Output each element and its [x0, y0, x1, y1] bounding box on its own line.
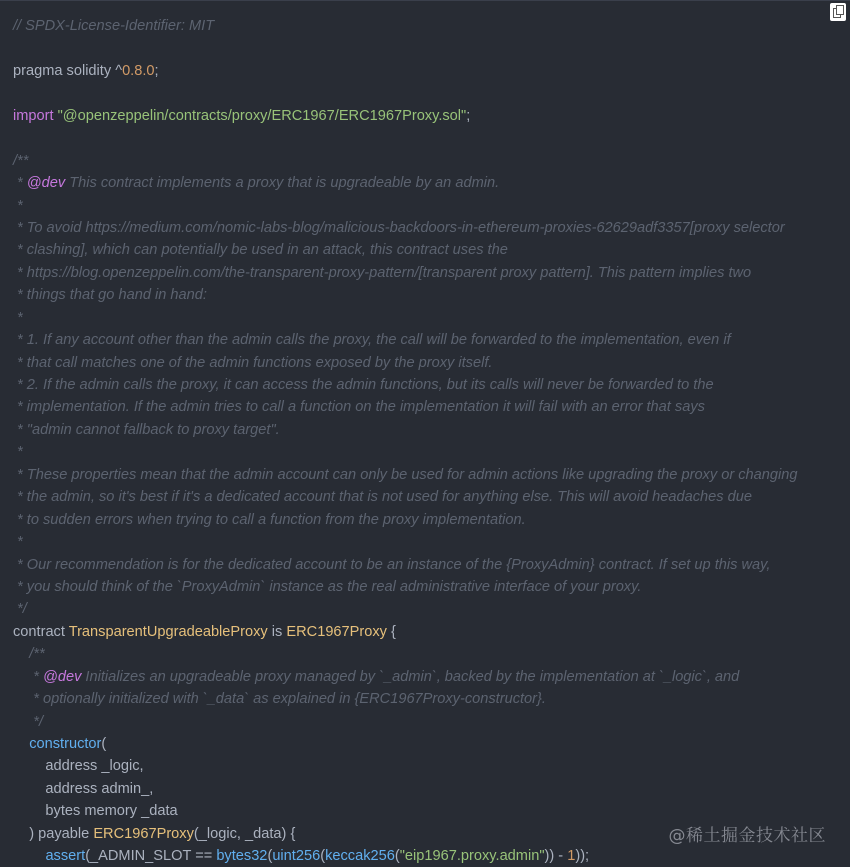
code-token: pragma solidity	[13, 62, 116, 79]
code-token: bytes memory _data	[13, 803, 178, 820]
code-token: 1	[567, 848, 576, 865]
code-line	[13, 172, 797, 194]
code-token: import	[13, 107, 54, 124]
code-token: *	[13, 444, 23, 461]
code-token: address admin_,	[13, 780, 154, 797]
code-token: * to sudden errors when trying to call a function from the proxy implementation.	[13, 511, 526, 528]
code-token: constructor	[29, 736, 102, 752]
code-line	[13, 60, 797, 82]
code-line	[13, 105, 797, 127]
code-token: address _logic,	[13, 758, 144, 775]
code-line	[13, 329, 797, 351]
code-token: contract	[13, 623, 69, 640]
code-token: * clashing], which can potentially be used in an attack, this contract uses the	[13, 242, 508, 259]
code-token: * 2. If the admin calls the proxy, it can access the admin functions, but its calls will never be forwarded to the	[13, 377, 714, 393]
code-token: /**	[13, 646, 45, 663]
code-token: ) payable	[13, 825, 94, 842]
code-line	[13, 82, 797, 104]
code-token: bytes32	[216, 848, 268, 865]
code-token: /**	[13, 152, 29, 169]
code-token: *	[13, 175, 27, 192]
code-token: *	[13, 534, 23, 551]
code-token: keccak256	[325, 848, 395, 865]
code-line	[13, 486, 797, 508]
code-line	[13, 239, 797, 261]
code-token: ));	[575, 848, 590, 865]
code-token: */	[13, 713, 44, 730]
code-token: assert	[45, 848, 86, 865]
code-line	[13, 419, 797, 441]
code-token: (	[394, 848, 400, 865]
code-token: ;	[466, 107, 471, 124]
code-line	[13, 15, 797, 37]
code-line	[13, 284, 797, 306]
code-line	[13, 531, 797, 553]
code-token: {	[386, 623, 396, 640]
code-token: 0.8.0	[122, 62, 155, 79]
code-line	[13, 800, 797, 822]
code-line	[13, 755, 797, 777]
code-token: // SPDX-License-Identifier: MIT	[13, 18, 215, 34]
code-token: )) -	[544, 848, 568, 865]
code-token	[13, 848, 45, 864]
code-token: TransparentUpgradeableProxy	[68, 623, 268, 640]
code-token: * you should think of the `ProxyAdmin` instance as the real administrative interface of your proxy.	[13, 578, 642, 595]
code-line	[13, 621, 797, 643]
code-token: @dev	[26, 175, 66, 192]
code-line	[13, 441, 797, 463]
code-token: * To avoid https://medium.com/nomic-labs-blog/malicious-backdoors-in-ethereum-proxies-62629adf3357[proxy selector	[13, 219, 785, 236]
code-token: * Our recommendation is for the dedicated account to be an instance of the {ProxyAdmin} contract. If set up this way,	[13, 556, 771, 573]
code-token: (_ADMIN_SLOT ==	[85, 848, 217, 865]
code-token: ERC1967Proxy	[286, 623, 387, 640]
code-line	[13, 666, 797, 688]
code-token: @dev	[43, 668, 82, 685]
code-line	[13, 396, 797, 418]
code-token: * the admin, so it's best if it's a dedicated account that is not used for anything else. This will avoid headaches due	[13, 489, 752, 506]
code-token: is	[267, 623, 287, 640]
code-line	[13, 688, 797, 710]
code-line	[13, 643, 797, 665]
code-line	[13, 576, 797, 598]
code-token: Initializes an upgradeable proxy managed by `_admin`, backed by the implementation at `_logic`, and	[81, 668, 740, 685]
code-token: ^	[115, 62, 123, 79]
code-line	[13, 307, 797, 329]
code-line	[13, 352, 797, 374]
code-line	[13, 37, 797, 59]
code-token: *	[13, 197, 23, 214]
code-line	[13, 845, 797, 867]
code-token: * things that go hand in hand:	[13, 287, 207, 304]
copy-button[interactable]	[830, 3, 846, 21]
code-content[interactable]	[13, 15, 797, 867]
code-token: * https://blog.openzeppelin.com/the-transparent-proxy-pattern/[transparent proxy pattern]. This pattern implies two	[13, 264, 752, 281]
code-token: "@openzeppelin/contracts/proxy/ERC1967/ERC1967Proxy.sol"	[57, 107, 467, 124]
code-token: *	[13, 309, 23, 326]
code-token: ERC1967Proxy	[93, 825, 194, 842]
code-line	[13, 195, 797, 217]
code-token: uint256	[272, 848, 321, 865]
code-token: */	[13, 601, 27, 618]
code-token: (_logic, _data) {	[193, 825, 296, 842]
code-token	[13, 736, 29, 752]
code-line	[13, 127, 797, 149]
code-token: ;	[154, 62, 159, 79]
copy-icon-back	[836, 5, 844, 15]
code-line	[13, 598, 797, 620]
code-token: * that call matches one of the admin functions exposed by the proxy itself.	[13, 354, 493, 371]
watermark: @稀土掘金技术社区	[668, 826, 826, 846]
code-token: * "admin cannot fallback to proxy target".	[13, 421, 280, 438]
code-line	[13, 217, 797, 239]
code-line	[13, 509, 797, 531]
code-line	[13, 374, 797, 396]
code-token: * optionally initialized with `_data` as explained in {ERC1967Proxy-constructor}.	[13, 691, 546, 708]
code-token: *	[13, 668, 44, 685]
code-token: * 1. If any account other than the admin calls the proxy, the call will be forwarded to the implementation, even if	[13, 332, 731, 349]
code-token: This contract implements a proxy that is upgradeable by an admin.	[65, 175, 500, 192]
code-token: "eip1967.proxy.admin"	[399, 848, 545, 865]
code-token: * implementation. If the admin tries to call a function on the implementation it will fail with an error that says	[13, 399, 705, 416]
code-line	[13, 464, 797, 486]
code-token: (	[320, 848, 326, 865]
code-token: (	[267, 848, 273, 865]
code-line	[13, 778, 797, 800]
code-token: * These properties mean that the admin account can only be used for admin actions like upgrading the proxy or changing	[13, 466, 798, 483]
code-line	[13, 733, 797, 755]
code-line	[13, 262, 797, 284]
code-line	[13, 554, 797, 576]
code-token: (	[101, 736, 107, 752]
code-line	[13, 711, 797, 733]
code-line	[13, 150, 797, 172]
